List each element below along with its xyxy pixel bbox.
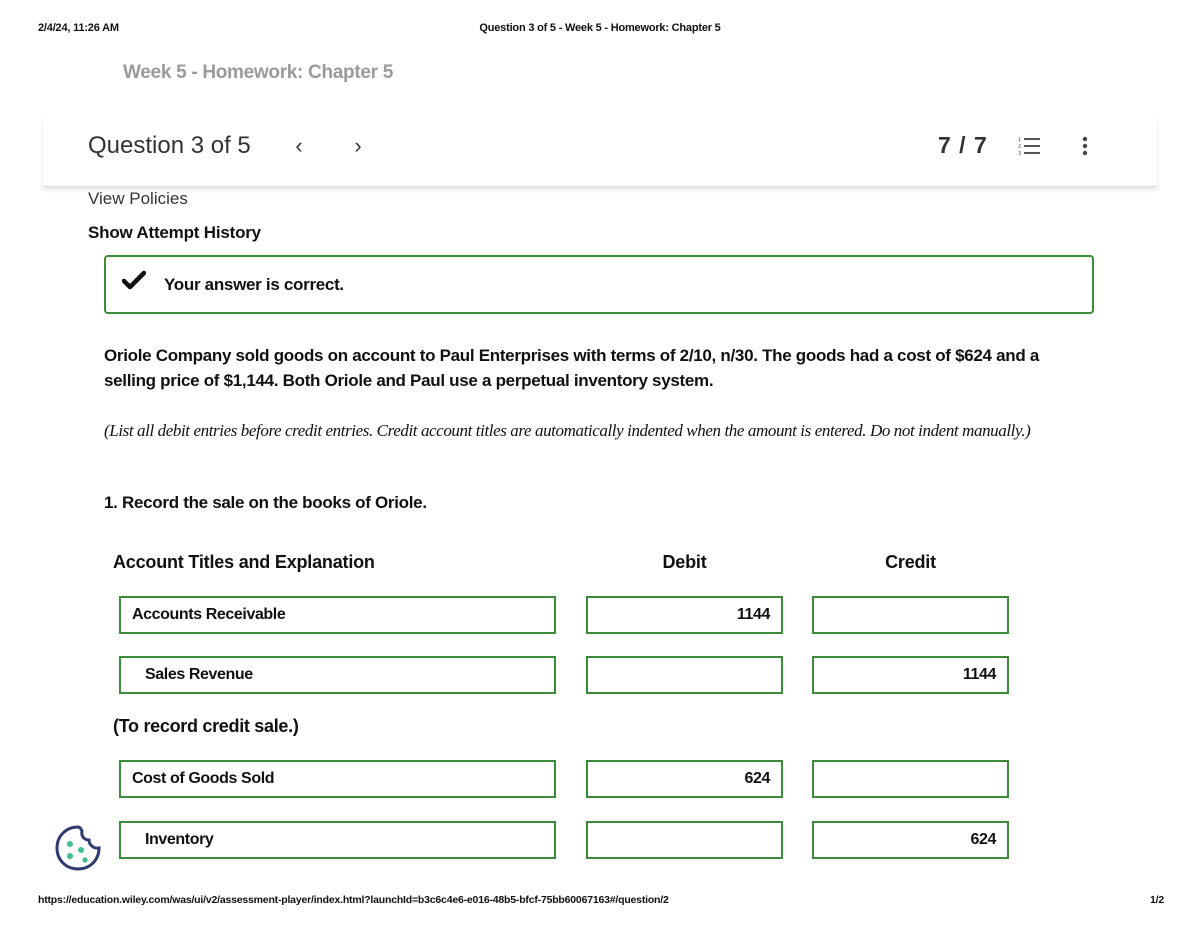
- question-score: 7 / 7: [938, 132, 988, 158]
- more-vertical-icon[interactable]: [1076, 134, 1094, 160]
- feedback-message: Your answer is correct.: [164, 275, 344, 294]
- svg-text:1: 1: [1018, 137, 1022, 143]
- step-prompt: [104, 493, 427, 513]
- cookie-icon[interactable]: [54, 824, 102, 872]
- debit-field[interactable]: 624: [586, 760, 783, 798]
- credit-field[interactable]: 624: [812, 821, 1009, 859]
- print-datetime: 2/4/24, 11:26 AM: [38, 22, 119, 34]
- credit-field[interactable]: [812, 596, 1009, 634]
- checkmark-icon: [122, 270, 146, 292]
- print-page-number: 1/2: [1150, 894, 1164, 906]
- header-credit: Credit: [885, 552, 936, 572]
- header-account-titles: Account Titles and Explanation: [113, 552, 375, 572]
- problem-text: Oriole Company sold goods on account to Paul Enterprises with terms of 2/10, n/30. The goods had a cost of $624 and a selling price of $1,144. Both Oriole and Paul use a perpetual inventory system.: [104, 346, 1040, 390]
- course-title: Week 5 - Homework: Chapter 5: [123, 62, 393, 83]
- step-text: Record the sale on the books of Oriole.: [122, 493, 427, 512]
- debit-field[interactable]: 1144: [586, 596, 783, 634]
- chevron-right-icon[interactable]: ›: [354, 133, 362, 158]
- numbered-list-icon[interactable]: [1016, 135, 1044, 159]
- step-number: 1.: [104, 493, 118, 512]
- account-field[interactable]: Sales Revenue: [119, 656, 556, 694]
- account-field[interactable]: Cost of Goods Sold: [119, 760, 556, 798]
- debit-field[interactable]: [586, 821, 783, 859]
- svg-text:3: 3: [1018, 151, 1022, 157]
- show-attempt-history-link[interactable]: Show Attempt History: [88, 223, 261, 242]
- debit-field[interactable]: [586, 656, 783, 694]
- chevron-left-icon[interactable]: ‹: [295, 133, 303, 158]
- view-policies-link[interactable]: View Policies: [88, 189, 188, 208]
- credit-field[interactable]: [812, 760, 1009, 798]
- instructions-text: (List all debit entries before credit entries. Credit account titles are automatically indented when the amount is entered. Do not indent manually.): [104, 421, 1031, 440]
- credit-field[interactable]: 1144: [812, 656, 1009, 694]
- account-field[interactable]: Inventory: [119, 821, 556, 859]
- header-debit: Debit: [662, 552, 707, 572]
- svg-text:2: 2: [1018, 144, 1022, 150]
- question-title: Question 3 of 5: [88, 132, 251, 159]
- print-page-title: Question 3 of 5 - Week 5 - Homework: Chapter 5: [479, 22, 721, 34]
- account-field[interactable]: Accounts Receivable: [119, 596, 556, 634]
- entry-explanation: (To record credit sale.): [113, 716, 299, 736]
- print-url: https://education.wiley.com/was/ui/v2/assessment-player/index.html?launchId=b3c6c4e6-e016-48b5-bfcf-75bb60067163#/question/2: [38, 894, 669, 906]
